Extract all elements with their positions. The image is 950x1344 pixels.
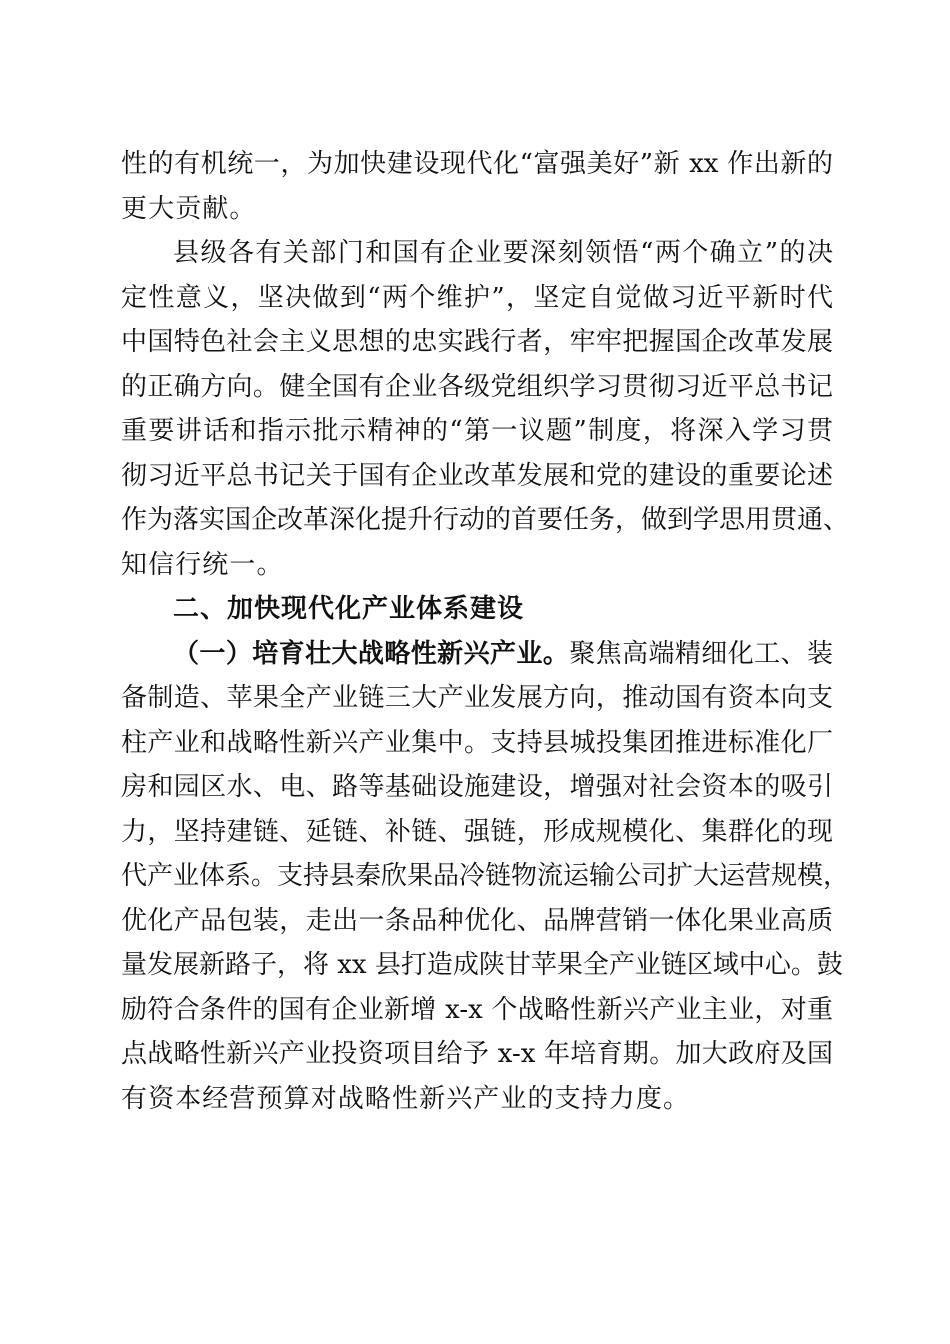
- paragraph-2-line-7: 作为落实国企改革深化提升行动的首要任务，做到学思用贯通、: [121, 505, 850, 535]
- subsection-line-9: 励符合条件的国有企业新增 x-x 个战略性新兴产业主业，对重: [121, 994, 833, 1025]
- subsection-line-8: 量发展新路子，将 xx 县打造成陕甘苹果全产业链区域中心。鼓: [121, 950, 843, 980]
- subsection-line-2: 备制造、苹果全产业链三大产业发展方向，推动国有资本向支: [121, 683, 833, 713]
- subsection-line-10: 点战略性新兴产业投资项目给予 x-x 年培育期。加大政府及国: [121, 1039, 833, 1069]
- document-body: [121, 142, 850, 1121]
- subsection-line-3: 柱产业和战略性新兴产业集中。支持县城投集团推进标准化厂: [121, 727, 833, 758]
- paragraph-1-line-2: 更大贡献。: [121, 193, 257, 224]
- subsection-line-11: 有资本经营预算对战略性新兴产业的支持力度。: [121, 1083, 691, 1114]
- subsection-lead: （一）培育壮大战略性新兴产业。: [173, 638, 570, 669]
- paragraph-2-line-8: 知信行统一。: [121, 549, 284, 580]
- paragraph-2-line-4: 的正确方向。健全国有企业各级党组织学习贯彻习近平总书记: [121, 371, 833, 402]
- subsection-first-line-rest: 聚焦高端精细化工、装: [569, 638, 833, 669]
- section-heading: 二、加快现代化产业体系建设: [173, 594, 525, 624]
- paragraph-2-line-3: 中国特色社会主义思想的忠实践行者，牢牢把握国企改革发展: [121, 327, 833, 357]
- subsection-line-6: 代产业体系。支持县秦欣果品冷链物流运输公司扩大运营规模，: [121, 861, 850, 891]
- paragraph-2-line-6: 彻习近平总书记关于国有企业改革发展和党的建设的重要论述: [121, 460, 833, 491]
- subsection-line-7: 优化产品包装，走出一条品种优化、品牌营销一体化果业高质: [121, 905, 833, 936]
- paragraph-2-line-5: 重要讲话和指示批示精神的“第一议题”制度，将深入学习贯: [121, 416, 833, 446]
- subsection-line-5: 力，坚持建链、延链、补链、强链，形成规模化、集群化的现: [121, 816, 833, 847]
- subsection-line-4: 房和园区水、电、路等基础设施建设，增强对社会资本的吸引: [121, 772, 833, 802]
- paragraph-1-line-1: 性的有机统一，为加快建设现代化“富强美好”新 xx 作出新的: [121, 149, 833, 179]
- paragraph-2-line-2: 定性意义，坚决做到“两个维护”，坚定自觉做习近平新时代: [121, 282, 833, 313]
- paragraph-2-line-1: 县级各有关部门和国有企业要深刻领悟“两个确立”的决: [173, 238, 833, 268]
- subsection-line-1: [121, 632, 833, 677]
